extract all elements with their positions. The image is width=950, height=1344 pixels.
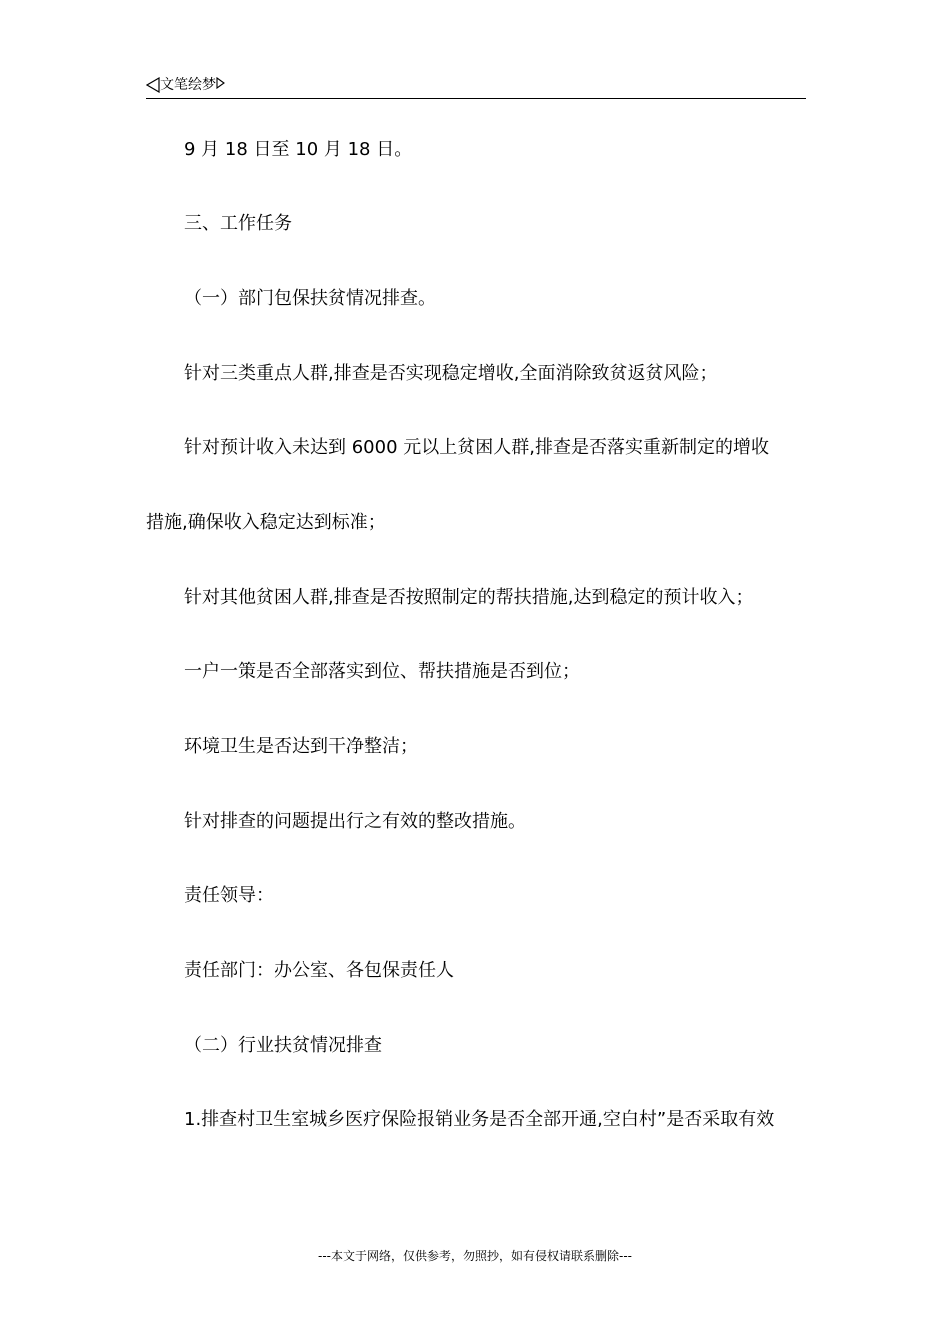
triangle-right-icon [216,77,225,89]
subsection-heading-1: （一）部门包保扶贫情况排查。 [184,288,436,309]
paragraph-key-groups: 针对三类重点人群,排查是否实现稳定增收,全面消除致贫返贫风险； [184,363,718,384]
paragraph-responsible-leader: 责任领导： [184,885,274,906]
triangle-left-icon [146,77,160,93]
paragraph-responsible-dept: 责任部门：办公室、各包保责任人 [184,960,454,981]
paragraph-clinic-check: 1.排查村卫生室城乡医疗保险报销业务是否全部开通,空白村”是否采取有效 [184,1109,775,1130]
paragraph-income-line2: 措施,确保收入稳定达到标准； [146,512,386,533]
paragraph-rectification: 针对排查的问题提出行之有效的整改措施。 [184,811,526,832]
paragraph-date-range: 9 月 18 日至 10 月 18 日。 [184,139,413,160]
paragraph-other-groups: 针对其他贫困人群,排查是否按照制定的帮扶措施,达到稳定的预计收入； [184,587,754,608]
section-heading-tasks: 三、工作任务 [184,213,292,234]
paragraph-one-household: 一户一策是否全部落实到位、帮扶措施是否到位； [184,661,580,682]
page-header [146,74,806,99]
header-title-text: 文笔绘梦 [160,77,216,93]
header-title [146,76,225,94]
paragraph-hygiene: 环境卫生是否达到干净整洁； [184,736,418,757]
paragraph-income-line1: 针对预计收入未达到 6000 元以上贫困人群,排查是否落实重新制定的增收 [184,437,769,458]
page-footer: ---本文于网络，仅供参考，勿照抄，如有侵权请联系删除--- [318,1249,632,1263]
subsection-heading-2: （二）行业扶贫情况排查 [184,1035,382,1056]
